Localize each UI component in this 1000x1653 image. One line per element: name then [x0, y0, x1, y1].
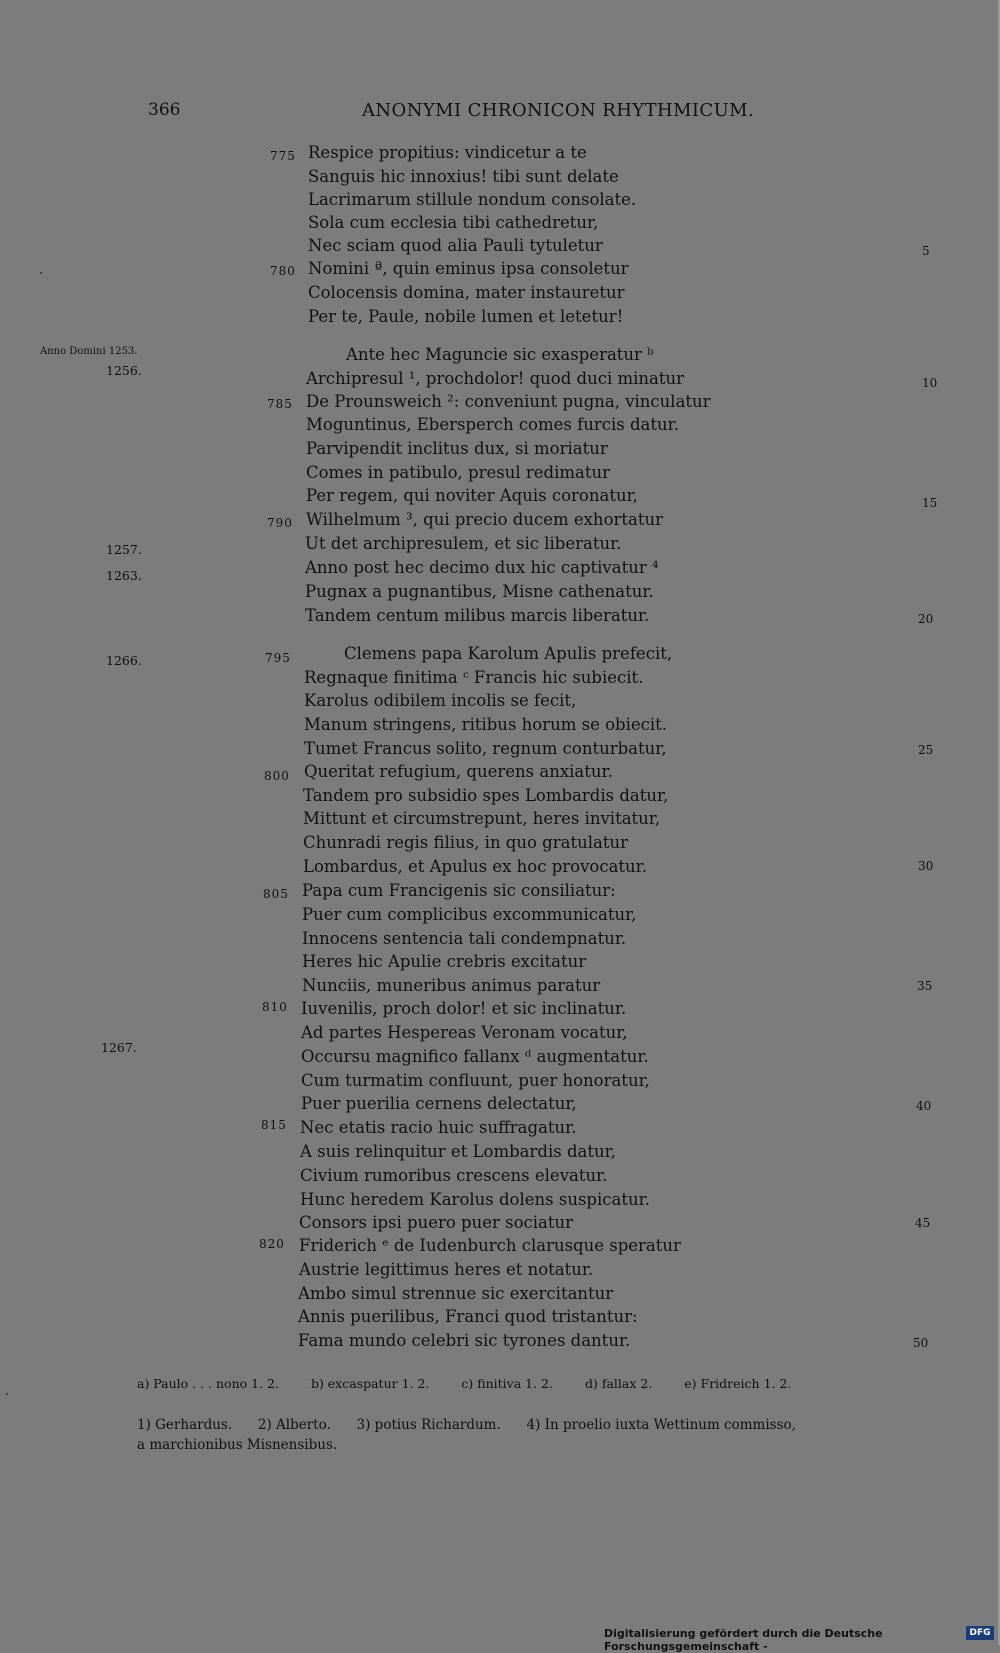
verse-line: Nec sciam quod alia Pauli tytuletur	[308, 236, 603, 255]
verse-line: Sanguis hic innoxius! tibi sunt delate	[308, 167, 619, 186]
verse-line: Archipresul ¹, prochdolor! quod duci minatur	[306, 369, 685, 388]
verse-line: Heres hic Apulie crebris excitatur	[302, 952, 587, 971]
verse-line: Ante hec Maguncie sic exasperatur ᵇ	[346, 345, 654, 364]
verse-number: 805	[263, 887, 289, 901]
scan-speck	[40, 272, 42, 274]
verse-line: Occursu magnifico fallanx ᵈ augmentatur.	[301, 1047, 649, 1066]
verse-line: Anno post hec decimo dux hic captivatur ⁴	[305, 558, 659, 577]
line-number: 30	[918, 859, 934, 873]
dfg-logo: DFG	[966, 1626, 994, 1640]
verse-line: Papa cum Francigenis sic consiliatur:	[302, 881, 616, 900]
verse-line: Tumet Francus solito, regnum conturbatur,	[304, 739, 667, 758]
variant-note: e) Fridreich 1. 2.	[684, 1376, 792, 1391]
verse-line: Tandem pro subsidio spes Lombardis datur,	[303, 786, 669, 805]
verse-line: Chunradi regis filius, in quo gratulatur	[303, 833, 628, 852]
verse-line: Friderich ᵉ de Iudenburch clarusque speratur	[299, 1236, 681, 1255]
variant-note: d) fallax 2.	[584, 1376, 653, 1391]
verse-line: Iuvenilis, proch dolor! et sic inclinatur.	[301, 999, 627, 1018]
verse-line: Puer cum complicibus excommunicatur,	[302, 905, 637, 924]
line-number: 40	[916, 1099, 932, 1113]
line-number: 10	[922, 376, 938, 390]
verse-line: Sola cum ecclesia tibi cathedretur,	[308, 213, 599, 232]
line-number: 25	[918, 743, 934, 757]
verse-line: Parvipendit inclitus dux, si moriatur	[306, 439, 608, 458]
line-number: 15	[922, 496, 938, 510]
variant-note: b) excaspatur 1. 2.	[310, 1376, 430, 1391]
variant-notes	[137, 1376, 819, 1391]
verse-line: A suis relinquitur et Lombardis datur,	[300, 1142, 616, 1161]
verse-number: 810	[262, 1000, 288, 1014]
verse-line: Tandem centum milibus marcis liberatur.	[305, 606, 650, 625]
verse-line: Ad partes Hespereas Veronam vocatur,	[301, 1023, 628, 1042]
verse-line: Wilhelmum ³, qui precio ducem exhortatur	[306, 510, 663, 529]
verse-line: Respice propitius: vindicetur a te	[308, 143, 587, 162]
line-number: 35	[917, 979, 933, 993]
line-number: 20	[918, 612, 934, 626]
verse-number: 785	[267, 397, 293, 411]
verse-line: Regnaque finitima ᶜ Francis hic subiecit.	[304, 668, 644, 687]
margin-year: 1267.	[101, 1040, 137, 1055]
verse-line: Per regem, qui noviter Aquis coronatur,	[306, 486, 638, 505]
margin-year: Anno Domini 1253.	[40, 346, 138, 357]
verse-line: Ambo simul strennue sic exercitantur	[298, 1284, 614, 1303]
verse-line: Nec etatis racio huic suffragatur.	[300, 1118, 577, 1137]
margin-year: 1257.	[106, 542, 142, 557]
verse-line: Colocensis domina, mater instauretur	[308, 283, 625, 302]
verse-line: Pugnax a pugnantibus, Misne cathenatur.	[305, 582, 654, 601]
line-number: 50	[913, 1336, 929, 1350]
line-number: 5	[922, 244, 930, 258]
verse-line: Civium rumoribus crescens elevatur.	[300, 1166, 608, 1185]
verse-number: 820	[259, 1237, 285, 1251]
digitization-credit: Digitalisierung gefördert durch die Deutsche Forschungsgemeinschaft -	[604, 1627, 883, 1653]
variant-note: c) finitiva 1. 2.	[461, 1376, 553, 1391]
line-number: 45	[915, 1216, 931, 1230]
verse-number: 800	[264, 769, 290, 783]
verse-line: Nomini ª, quin eminus ipsa consoletur	[308, 259, 629, 278]
verse-line: De Prounsweich ²: conveniunt pugna, vinculatur	[306, 392, 711, 411]
verse-line: Comes in patibulo, presul redimatur	[306, 463, 610, 482]
verse-line: Clemens papa Karolum Apulis prefecit,	[344, 644, 673, 663]
verse-number: 795	[265, 651, 291, 665]
verse-line: Mittunt et circumstrepunt, heres invitatur,	[303, 809, 661, 828]
margin-year: 1263.	[106, 568, 142, 583]
verse-line: Karolus odibilem incolis se fecit,	[304, 691, 577, 710]
verse-number: 780	[270, 264, 296, 278]
footnote-line: 1) Gerhardus. 2) Alberto. 3) potius Richardum. 4) In proelio iuxta Wettinum commisso,	[137, 1417, 796, 1433]
verse-line: Consors ipsi puero puer sociatur	[299, 1213, 574, 1232]
running-title: ANONYMI CHRONICON RHYTHMICUM.	[362, 100, 755, 121]
page-number: 366	[148, 100, 181, 120]
verse-line: Cum turmatim confluunt, puer honoratur,	[301, 1071, 650, 1090]
verse-line: Lombardus, et Apulus ex hoc provocatur.	[303, 857, 647, 876]
verse-line: Nunciis, muneribus animus paratur	[302, 976, 601, 995]
footnote-line: a marchionibus Misnensibus.	[137, 1437, 338, 1453]
verse-line: Queritat refugium, querens anxiatur.	[304, 762, 613, 781]
verse-number: 775	[270, 149, 296, 163]
verse-number: 790	[267, 516, 293, 530]
verse-line: Manum stringens, ritibus horum se obiecit.	[304, 715, 668, 734]
margin-year: 1256.	[106, 363, 142, 378]
scan-speck	[6, 1393, 8, 1395]
verse-line: Ut det archipresulem, et sic liberatur.	[305, 534, 622, 553]
verse-line: Annis puerilibus, Franci quod tristantur:	[298, 1307, 638, 1326]
margin-year: 1266.	[106, 653, 142, 668]
variant-note: a) Paulo . . . nono 1. 2.	[137, 1376, 279, 1391]
verse-line: Innocens sentencia tali condempnatur.	[302, 929, 627, 948]
verse-line: Per te, Paule, nobile lumen et letetur!	[308, 307, 624, 326]
verse-line: Austrie legittimus heres et notatur.	[299, 1260, 594, 1279]
verse-line: Lacrimarum stillule nondum consolate.	[308, 190, 637, 209]
verse-line: Moguntinus, Ebersperch comes furcis datur.	[306, 415, 679, 434]
verse-number: 815	[261, 1118, 287, 1132]
verse-line: Puer puerilia cernens delectatur,	[301, 1094, 577, 1113]
verse-line: Fama mundo celebri sic tyrones dantur.	[298, 1331, 631, 1350]
verse-line: Hunc heredem Karolus dolens suspicatur.	[300, 1190, 650, 1209]
